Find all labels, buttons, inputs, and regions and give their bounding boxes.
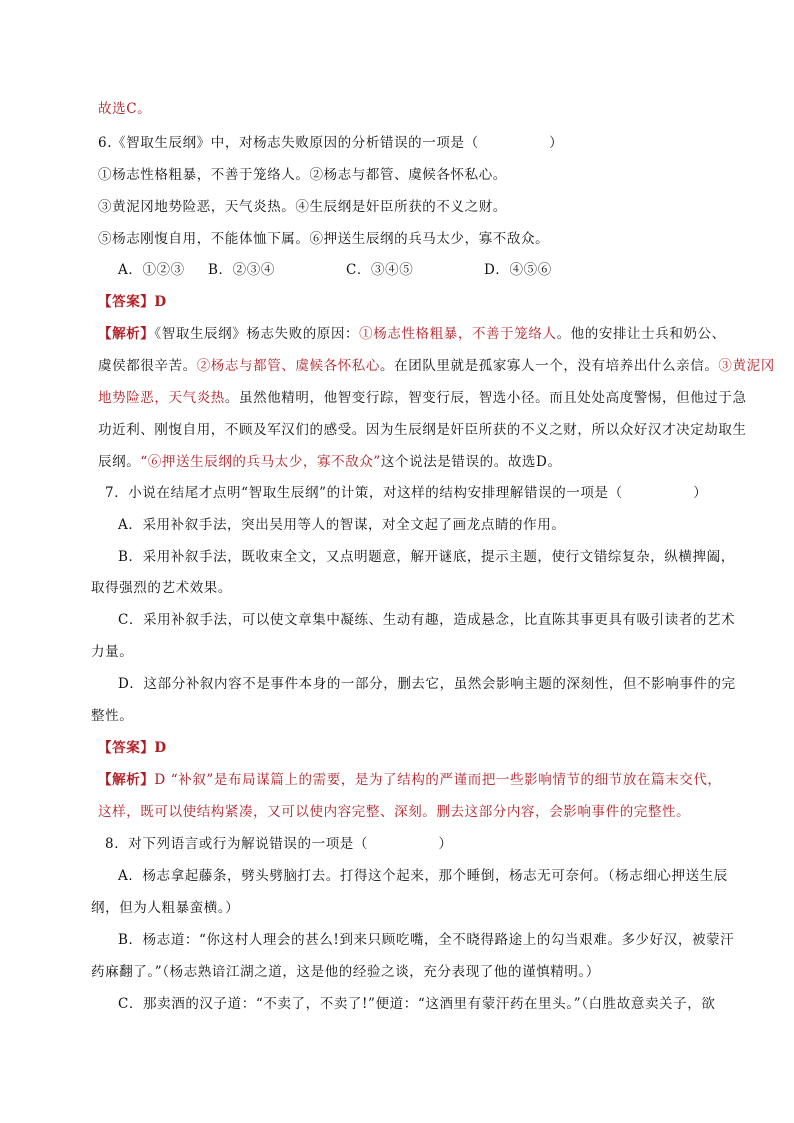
analysis-highlight: ③黄泥冈 (718, 358, 775, 374)
previous-answer-conclusion: 故选C。 (98, 101, 152, 117)
q7-stem: 7．小说在结尾才点明“智取生辰纲”的计策，对这样的结构安排理解错误的一项是（ ） (105, 485, 708, 501)
analysis-highlight: ②杨志与都管、虞候各怀私心 (196, 358, 381, 374)
q8-option-c: C．那卖酒的汉子道：“不卖了，不卖了!”便道：“这酒里有蒙汗药在里头。”（白胜故意卖关子，欲 (118, 996, 716, 1012)
q6-analysis-line (98, 388, 747, 408)
q7-option-d: D．这部分补叙内容不是事件本身的一部分，删去它，虽然会影响主题的深刻性，但不影响事件的完 (118, 676, 736, 692)
q7-option-d-cont: 整性。 (91, 708, 134, 724)
analysis-tag: 【解析】 (98, 326, 155, 342)
analysis-text: 这个说法是错误的。故选D。 (380, 454, 562, 470)
analysis-highlight: D “补叙”是布局谋篇上的需要，是为了结构的严谨而把一些影响情节的细节放在篇末交代， (154, 772, 722, 788)
q6-item-line: ③黄泥冈地势险恶，天气炎热。④生辰纲是奸臣所获的不义之财。 (98, 199, 507, 215)
q8-option-a-cont: 纲，但为人粗暴蛮横。） (91, 900, 240, 916)
q6-option-a: A．①②③ (118, 262, 185, 278)
q7-analysis-line: 这样，既可以使结构紧凑，又可以使内容完整、深刻。删去这部分内容，会影响事件的完整性。 (98, 804, 691, 820)
analysis-highlight: ①杨志性格粗暴，不善于笼络人 (359, 326, 557, 342)
analysis-text: 辰纲。 (98, 454, 141, 470)
analysis-text: 。虽然他精明，他智变行踪，智变行辰，智选小径。而且处处高度警惕，但他过于急 (224, 390, 747, 406)
q6-stem: 6.《智取生辰纲》中，对杨志失败原因的分析错误的一项是（ ） (98, 135, 564, 151)
q6-answer (98, 292, 167, 312)
analysis-text: 虞侯都很辛苦。 (98, 358, 197, 374)
q6-option-b: B．②③④ (208, 262, 275, 278)
analysis-highlight: “⑥押送生辰纲的兵马太少，寡不敌众” (140, 454, 381, 470)
q6-analysis-line (98, 324, 726, 344)
q6-item-line: ⑤杨志刚愎自用，不能体恤下属。⑥押送生辰纲的兵马太少，寡不敌众。 (98, 231, 550, 247)
q7-option-b-cont: 取得强烈的艺术效果。 (91, 580, 232, 596)
q7-option-c-cont: 力量。 (91, 644, 134, 660)
answer-value: D (154, 294, 167, 310)
q7-option-a: A．采用补叙手法，突出吴用等人的智谋，对全文起了画龙点睛的作用。 (118, 517, 566, 533)
q7-option-c: C．采用补叙手法，可以使文章集中凝练、生动有趣，造成悬念，比直陈其事更具有吸引读者的艺术 (118, 612, 736, 628)
q8-option-a: A．杨志拿起藤条，劈头劈脑打去。打得这个起来，那个睡倒，杨志无可奈何。（杨志细心押送生辰 (118, 868, 728, 884)
q8-option-b-cont: 药麻翻了。”（杨志熟谙江湖之道，这是他的经验之谈，充分表现了他的谨慎精明。） (91, 964, 600, 980)
analysis-text: 。在团队里就是孤家寡人一个，没有培养出什么亲信。 (380, 358, 719, 374)
answer-tag: 【答案】 (98, 294, 155, 310)
q7-option-b: B．采用补叙手法，既收束全文，又点明题意，解开谜底，提示主题，使行文错综复杂，纵横捭阖， (118, 549, 735, 565)
q6-option-c: C．③④⑤ (346, 262, 414, 278)
q8-option-b: B．杨志道：“你这村人理会的甚么!到来只顾吃嘴，全不晓得路途上的勾当艰难。多少好汉，被蒙汗 (118, 932, 735, 948)
answer-value: D (154, 740, 167, 756)
q6-options (118, 260, 552, 280)
q6-option-d: D．④⑤⑥ (484, 262, 552, 278)
answer-tag: 【答案】 (98, 740, 155, 756)
analysis-highlight: 地势险恶，天气炎热 (98, 390, 225, 406)
q7-answer (98, 738, 167, 758)
q6-analysis-line: 功近利、刚愎自用，不顾及军汉们的感受。因为生辰纲是奸臣所获的不义之财，所以众好汉才决定劫取生 (98, 422, 747, 438)
q6-item-line: ①杨志性格粗暴，不善于笼络人。②杨志与都管、虞候各怀私心。 (98, 167, 507, 183)
q7-analysis-line (98, 770, 722, 790)
analysis-text: 。他的安排让士兵和奶公、 (556, 326, 726, 342)
analysis-text: 《智取生辰纲》杨志失败的原因： (154, 326, 360, 342)
q6-analysis-line (98, 452, 562, 472)
q8-stem: 8．对下列语言或行为解说错误的一项是（ ） (105, 836, 453, 852)
analysis-tag: 【解析】 (98, 772, 155, 788)
q6-analysis-line (98, 356, 775, 376)
